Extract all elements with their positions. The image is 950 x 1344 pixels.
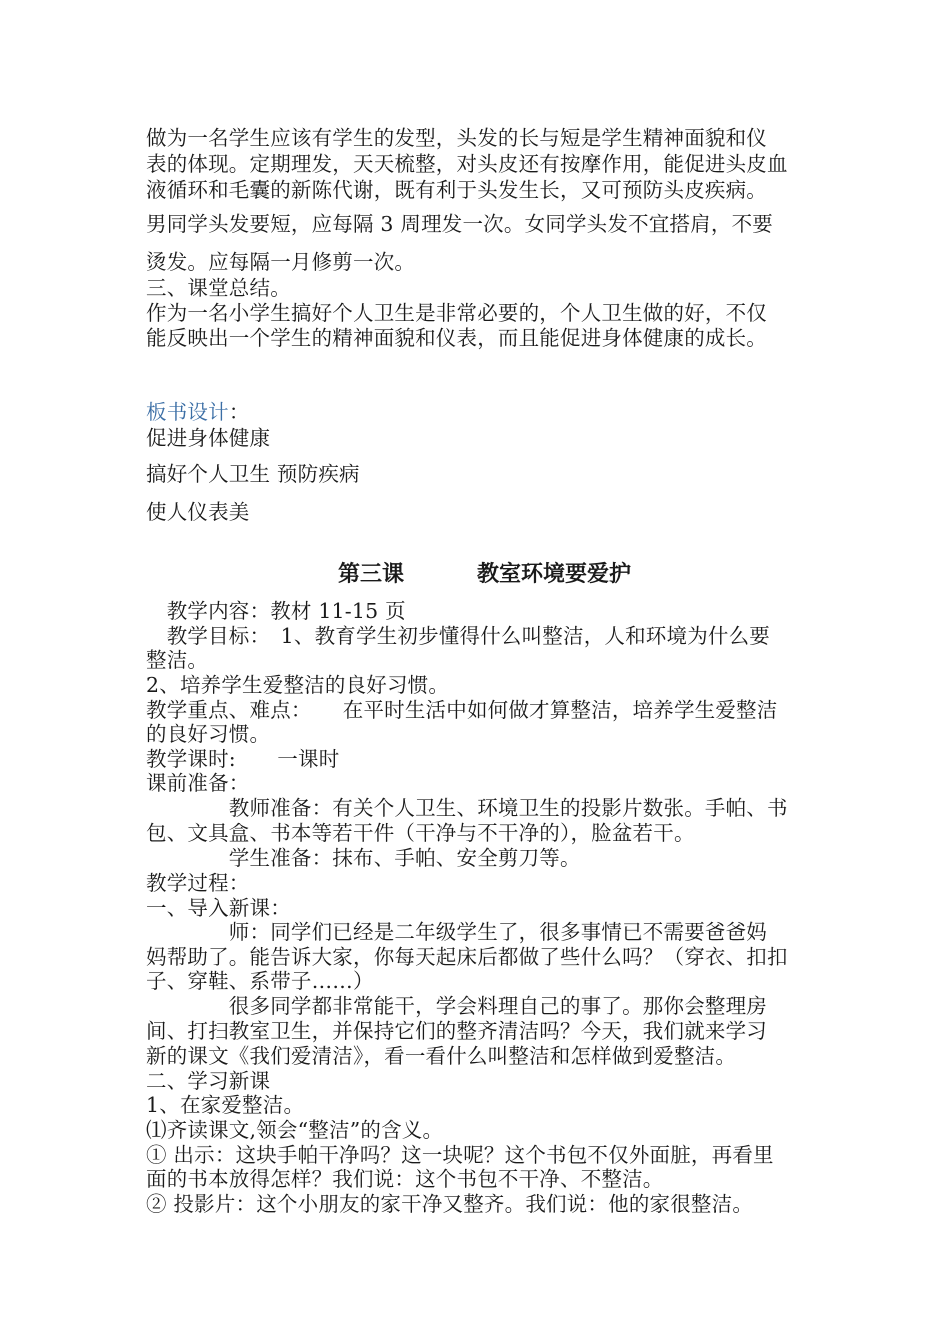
- lesson-line: 教学目标： 1、教育学生初步懂得什么叫整洁，人和环境为什么要: [146, 624, 770, 648]
- lesson-line: 妈帮助了。能告诉大家，你每天起床后都做了些什么吗？（穿衣、扣扣: [146, 945, 788, 969]
- lesson-line: 一、导入新课：: [146, 896, 291, 920]
- lesson-line: 教学内容：教材 11-15 页: [146, 599, 406, 623]
- lesson-line: 课前准备：: [146, 771, 250, 795]
- paragraph-line: 烫发。应每隔一月修剪一次。: [146, 250, 416, 274]
- lesson-line: 很多同学都非常能干，学会料理自己的事了。那你会整理房: [146, 994, 767, 1018]
- paragraph-line: 作为一名小学生搞好个人卫生是非常必要的，个人卫生做的好，不仅: [146, 301, 767, 325]
- lesson-line: 的良好习惯。: [146, 722, 271, 746]
- lesson-line: 1、在家爱整洁。: [146, 1093, 305, 1117]
- paragraph-line: 男同学头发要短，应每隔 3 周理发一次。女同学头发不宜搭肩，不要: [146, 212, 773, 236]
- board-design-label: 板书设计: [146, 400, 229, 424]
- paragraph-line: 表的体现。定期理发，天天梳整，对头皮还有按摩作用，能促进头皮血: [146, 152, 788, 176]
- paragraph-line: 能反映出一个学生的精神面貌和仪表，而且能促进身体健康的成长。: [146, 326, 767, 350]
- lesson-line: 子、穿鞋、系带子……）: [146, 969, 374, 993]
- lesson-line: 教学过程：: [146, 871, 250, 895]
- lesson-number: 第三课: [338, 561, 405, 587]
- board-line: 使人仪表美: [146, 500, 250, 524]
- board-design-heading: [146, 400, 250, 424]
- summary-heading: 三、课堂总结。: [146, 276, 291, 300]
- lesson-line: 二、学习新课: [146, 1069, 271, 1093]
- lesson-line: 教学课时: 一课时: [146, 747, 340, 771]
- lesson-title: 教室环境要爱护: [477, 561, 632, 587]
- lesson-line: 师：同学们已经是二年级学生了，很多事情已不需要爸爸妈: [146, 920, 767, 944]
- board-line: 搞好个人卫生 预防疾病: [146, 462, 360, 486]
- lesson-line: 2、培养学生爱整洁的良好习惯。: [146, 673, 450, 697]
- lesson-line: 整洁。: [146, 648, 209, 672]
- lesson-line: 教学重点、难点： 在平时生活中如何做才算整洁，培养学生爱整洁: [146, 698, 778, 722]
- lesson-line: 教师准备：有关个人卫生、环境卫生的投影片数张。手帕、书: [146, 796, 788, 820]
- lesson-line: ② 投影片：这个小朋友的家干净又整齐。我们说：他的家很整洁。: [146, 1192, 754, 1216]
- lesson-line: 新的课文《我们爱清洁》，看一看什么叫整洁和怎样做到爱整洁。: [146, 1044, 737, 1068]
- lesson-line: ① 出示：这块手帕干净吗？这一块呢？这个书包不仅外面脏，再看里: [146, 1143, 774, 1167]
- lesson-line: 学生准备：抹布、手帕、安全剪刀等。: [146, 846, 581, 870]
- lesson-line: 包、文具盒、书本等若干件（干净与不干净的），脸盆若干。: [146, 821, 695, 845]
- board-line: 促进身体健康: [146, 426, 271, 450]
- paragraph-line: 做为一名学生应该有学生的发型，头发的长与短是学生精神面貌和仪: [146, 126, 767, 150]
- lesson-line: 间、打扫教室卫生，并保持它们的整齐清洁吗？今天，我们就来学习: [146, 1019, 767, 1043]
- board-design-colon: ：: [228, 400, 250, 424]
- paragraph-line: 液循环和毛囊的新陈代谢，既有利于头发生长，又可预防头皮疾病。: [146, 178, 767, 202]
- lesson-line: ⑴齐读课文,领会“整洁”的含义。: [146, 1118, 444, 1142]
- lesson-line: 面的书本放得怎样？我们说：这个书包不干净、不整洁。: [146, 1167, 664, 1191]
